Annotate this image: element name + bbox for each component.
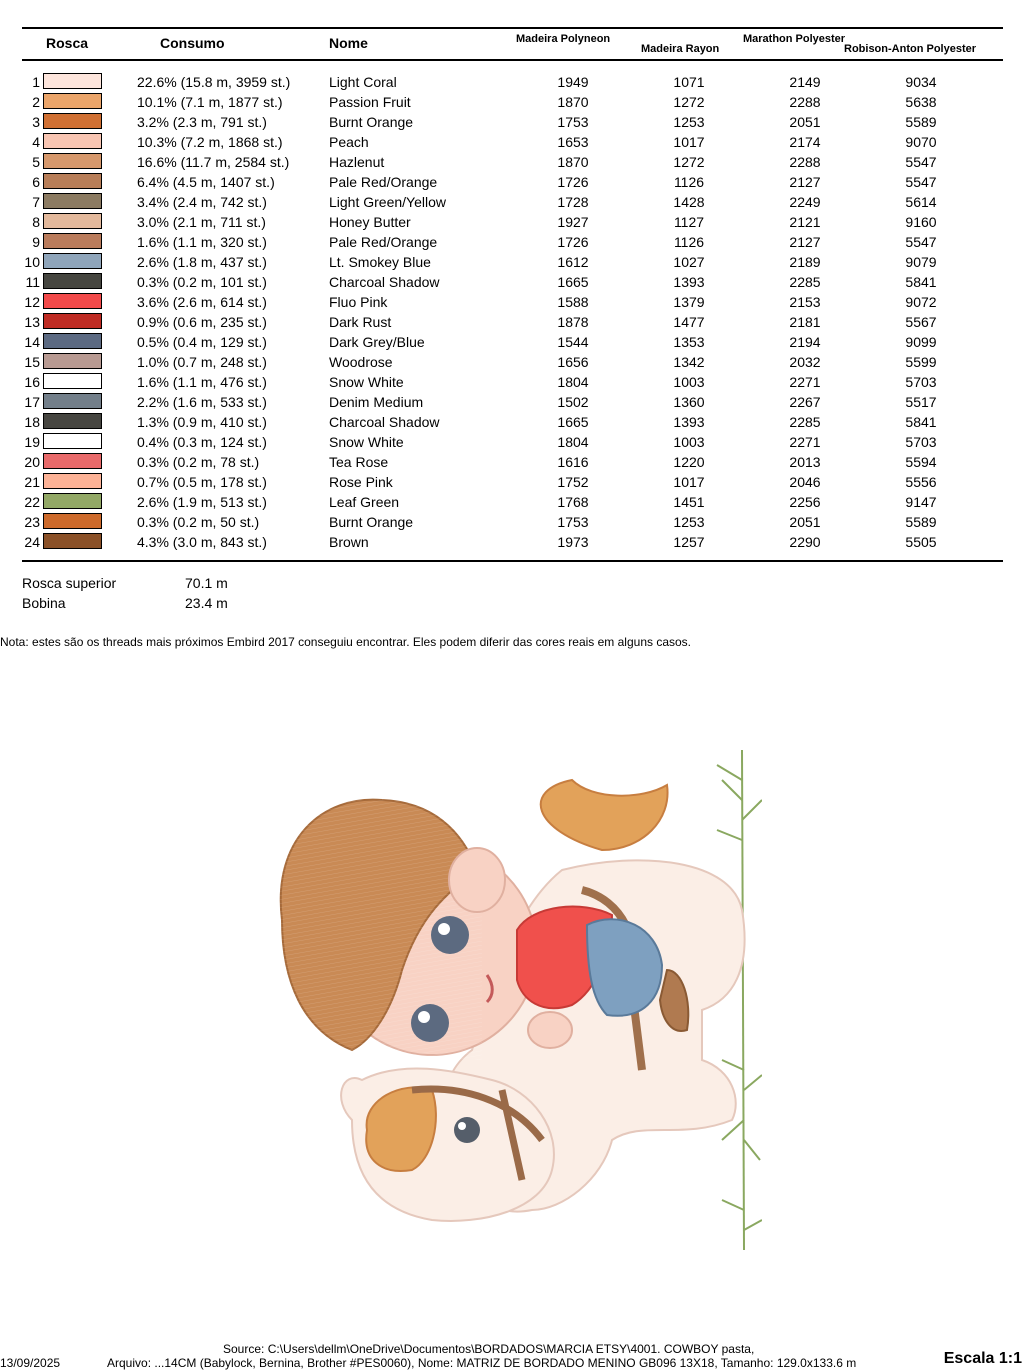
thread-consumption: 3.0% (2.1 m, 711 st.) [137, 214, 266, 230]
thread-number: 19 [24, 434, 40, 450]
thread-color-swatch [43, 393, 102, 409]
robison-anton-code: 5703 [905, 434, 937, 450]
marathon-polyester-code: 2127 [789, 234, 821, 250]
madeira-polyneon-code: 1726 [557, 174, 589, 190]
thread-number: 18 [24, 414, 40, 430]
robison-anton-code: 5703 [905, 374, 937, 390]
madeira-rayon-code: 1272 [673, 94, 705, 110]
marathon-polyester-code: 2153 [789, 294, 821, 310]
table-row [0, 152, 1024, 172]
thread-color-swatch [43, 133, 102, 149]
header-madeira-polyneon: Madeira Polyneon [516, 33, 611, 45]
table-row [0, 192, 1024, 212]
horse-tail-icon [541, 780, 668, 850]
marathon-polyester-code: 2149 [789, 74, 821, 90]
marathon-polyester-code: 2013 [789, 454, 821, 470]
thread-name: Snow White [329, 374, 404, 390]
table-row [0, 352, 1024, 372]
madeira-polyneon-code: 1753 [557, 114, 589, 130]
robison-anton-code: 5567 [905, 314, 937, 330]
madeira-rayon-code: 1027 [673, 254, 705, 270]
table-row [0, 172, 1024, 192]
thread-number: 5 [32, 154, 40, 170]
footer-date: 13/09/2025 [0, 1356, 61, 1370]
thread-consumption: 0.4% (0.3 m, 124 st.) [137, 434, 267, 450]
table-row [0, 212, 1024, 232]
madeira-polyneon-code: 1588 [557, 294, 589, 310]
footer-source: Source: C:\Users\dellm\OneDrive\Documentos\BORDADOS\MARCIA ETSY\4001. COWBOY pasta, [223, 1342, 755, 1356]
thread-color-swatch [43, 73, 102, 89]
madeira-polyneon-code: 1653 [557, 134, 589, 150]
madeira-polyneon-code: 1949 [557, 74, 589, 90]
table-row [0, 112, 1024, 132]
madeira-rayon-code: 1017 [673, 134, 705, 150]
thread-color-swatch [43, 113, 102, 129]
madeira-rayon-code: 1126 [673, 174, 705, 190]
thread-name: Burnt Orange [329, 114, 414, 130]
total-bobina-value: 23.4 m [185, 595, 228, 611]
thread-consumption: 10.1% (7.1 m, 1877 st.) [137, 94, 283, 110]
table-row [0, 272, 1024, 292]
thread-number: 8 [32, 214, 40, 230]
total-superior-label: Rosca superior [22, 575, 117, 591]
thread-number: 16 [24, 374, 40, 390]
madeira-polyneon-code: 1753 [557, 514, 589, 530]
madeira-polyneon-code: 1665 [557, 414, 589, 430]
madeira-rayon-code: 1360 [673, 394, 705, 410]
madeira-rayon-code: 1451 [673, 494, 705, 510]
table-row [0, 472, 1024, 492]
total-superior-value: 70.1 m [185, 575, 228, 591]
marathon-polyester-code: 2285 [789, 274, 821, 290]
table-row [0, 492, 1024, 512]
thread-number: 7 [32, 194, 40, 210]
embroidery-design-image [262, 740, 762, 1260]
footer-file: Arquivo: ...14CM (Babylock, Bernina, Brother #PES0060), Nome: MATRIZ DE BORDADO MENINO GB096 13X18, Tamanho: 129.0x133.6 m [107, 1356, 857, 1370]
table-row [0, 232, 1024, 252]
thread-consumption: 0.3% (0.2 m, 101 st.) [137, 274, 267, 290]
thread-consumption: 22.6% (15.8 m, 3959 st.) [137, 74, 291, 90]
thread-name: Leaf Green [329, 494, 400, 510]
thread-note: Nota: estes são os threads mais próximos Embird 2017 conseguiu encontrar. Eles podem diferir das cores reais em alguns casos. [0, 635, 692, 649]
robison-anton-code: 9099 [905, 334, 937, 350]
thread-name: Dark Grey/Blue [329, 334, 425, 350]
thread-name: Peach [329, 134, 369, 150]
madeira-polyneon-code: 1927 [557, 214, 589, 230]
madeira-polyneon-code: 1804 [557, 374, 589, 390]
table-row [0, 452, 1024, 472]
robison-anton-code: 9034 [905, 74, 937, 90]
marathon-polyester-code: 2288 [789, 94, 821, 110]
robison-anton-code: 5517 [905, 394, 937, 410]
thread-color-swatch [43, 153, 102, 169]
robison-anton-code: 9070 [905, 134, 937, 150]
thread-consumption: 0.3% (0.2 m, 50 st.) [137, 514, 260, 530]
robison-anton-code: 5594 [905, 454, 937, 470]
thread-number: 14 [24, 334, 40, 350]
madeira-polyneon-code: 1612 [557, 254, 589, 270]
thread-color-swatch [43, 433, 102, 449]
thread-name: Snow White [329, 434, 404, 450]
footer-scale: Escala 1:1 [943, 1350, 1022, 1367]
madeira-rayon-code: 1003 [673, 434, 705, 450]
thread-name: Charcoal Shadow [329, 274, 440, 290]
thread-consumption: 1.6% (1.1 m, 476 st.) [137, 374, 267, 390]
thread-number: 6 [32, 174, 40, 190]
thread-number: 20 [24, 454, 40, 470]
table-top-rule [22, 27, 1003, 29]
header-rosca: Rosca [46, 35, 89, 51]
marathon-polyester-code: 2271 [789, 374, 821, 390]
madeira-polyneon-code: 1544 [557, 334, 589, 350]
madeira-rayon-code: 1342 [673, 354, 705, 370]
thread-consumption: 2.6% (1.8 m, 437 st.) [137, 254, 267, 270]
header-robison-anton: Robison-Anton Polyester [844, 43, 977, 55]
thread-color-swatch [43, 473, 102, 489]
thread-number: 4 [32, 134, 40, 150]
thread-name: Woodrose [329, 354, 393, 370]
madeira-polyneon-code: 1665 [557, 274, 589, 290]
madeira-polyneon-code: 1656 [557, 354, 589, 370]
thread-consumption: 10.3% (7.2 m, 1868 st.) [137, 134, 283, 150]
thread-name: Light Green/Yellow [329, 194, 447, 210]
madeira-rayon-code: 1393 [673, 274, 705, 290]
table-row [0, 312, 1024, 332]
thread-consumption: 0.5% (0.4 m, 129 st.) [137, 334, 267, 350]
thread-consumption: 4.3% (3.0 m, 843 st.) [137, 534, 267, 550]
madeira-polyneon-code: 1502 [557, 394, 589, 410]
madeira-rayon-code: 1353 [673, 334, 705, 350]
table-header-rule [22, 59, 1003, 61]
thread-name: Charcoal Shadow [329, 414, 440, 430]
madeira-polyneon-code: 1768 [557, 494, 589, 510]
thread-name: Hazlenut [329, 154, 385, 170]
madeira-polyneon-code: 1878 [557, 314, 589, 330]
madeira-rayon-code: 1220 [673, 454, 705, 470]
thread-consumption: 1.0% (0.7 m, 248 st.) [137, 354, 267, 370]
marathon-polyester-code: 2290 [789, 534, 821, 550]
robison-anton-code: 9079 [905, 254, 937, 270]
thread-number: 1 [32, 74, 40, 90]
marathon-polyester-code: 2194 [789, 334, 821, 350]
thread-name: Pale Red/Orange [329, 174, 438, 190]
thread-number: 2 [32, 94, 40, 110]
robison-anton-code: 5547 [905, 234, 937, 250]
marathon-polyester-code: 2032 [789, 354, 821, 370]
robison-anton-code: 9147 [905, 494, 937, 510]
thread-consumption: 16.6% (11.7 m, 2584 st.) [137, 154, 290, 170]
table-row [0, 532, 1024, 552]
thread-number: 24 [24, 534, 40, 550]
thread-number: 11 [25, 274, 40, 290]
thread-color-swatch [43, 493, 102, 509]
thread-color-swatch [43, 233, 102, 249]
header-nome: Nome [329, 35, 368, 51]
boy-eye-right-icon [411, 1004, 449, 1042]
marathon-polyester-code: 2249 [789, 194, 821, 210]
table-row [0, 72, 1024, 92]
thread-color-swatch [43, 213, 102, 229]
thread-name: Burnt Orange [329, 514, 414, 530]
marathon-polyester-code: 2256 [789, 494, 821, 510]
thread-consumption: 6.4% (4.5 m, 1407 st.) [137, 174, 275, 190]
madeira-rayon-code: 1253 [673, 514, 705, 530]
robison-anton-code: 5589 [905, 514, 937, 530]
marathon-polyester-code: 2267 [789, 394, 821, 410]
thread-consumption: 3.4% (2.4 m, 742 st.) [137, 194, 267, 210]
madeira-rayon-code: 1126 [673, 234, 705, 250]
marathon-polyester-code: 2127 [789, 174, 821, 190]
thread-consumption: 0.3% (0.2 m, 78 st.) [137, 454, 260, 470]
madeira-rayon-code: 1003 [673, 374, 705, 390]
marathon-polyester-code: 2046 [789, 474, 821, 490]
thread-consumption: 0.9% (0.6 m, 235 st.) [137, 314, 267, 330]
thread-color-swatch [43, 313, 102, 329]
marathon-polyester-code: 2271 [789, 434, 821, 450]
table-row [0, 372, 1024, 392]
thread-color-swatch [43, 93, 102, 109]
table-row [0, 132, 1024, 152]
thread-color-swatch [43, 333, 102, 349]
robison-anton-code: 5638 [905, 94, 937, 110]
table-row [0, 392, 1024, 412]
thread-color-swatch [43, 253, 102, 269]
grass-icon [717, 750, 762, 1250]
marathon-polyester-code: 2181 [789, 314, 821, 330]
thread-consumption: 3.6% (2.6 m, 614 st.) [137, 294, 267, 310]
madeira-rayon-code: 1477 [673, 314, 705, 330]
thread-color-swatch [43, 513, 102, 529]
robison-anton-code: 5547 [905, 174, 937, 190]
total-bobina-label: Bobina [22, 595, 66, 611]
thread-number: 21 [24, 474, 40, 490]
thread-color-swatch [43, 453, 102, 469]
thread-number: 22 [24, 494, 40, 510]
thread-name: Honey Butter [329, 214, 411, 230]
thread-color-swatch [43, 533, 102, 549]
table-row [0, 432, 1024, 452]
table-row [0, 412, 1024, 432]
thread-color-swatch [43, 293, 102, 309]
thread-consumption: 1.6% (1.1 m, 320 st.) [137, 234, 267, 250]
header-madeira-rayon: Madeira Rayon [641, 43, 720, 55]
madeira-polyneon-code: 1752 [557, 474, 589, 490]
thread-number: 17 [24, 394, 40, 410]
madeira-polyneon-code: 1726 [557, 234, 589, 250]
marathon-polyester-code: 2051 [789, 114, 821, 130]
robison-anton-code: 5614 [905, 194, 937, 210]
madeira-rayon-code: 1428 [673, 194, 705, 210]
thread-number: 10 [24, 254, 40, 270]
madeira-rayon-code: 1253 [673, 114, 705, 130]
table-bottom-rule [22, 560, 1003, 562]
thread-table [0, 72, 1024, 552]
thread-name: Fluo Pink [329, 294, 388, 310]
thread-number: 23 [24, 514, 40, 530]
robison-anton-code: 5505 [905, 534, 937, 550]
thread-consumption: 1.3% (0.9 m, 410 st.) [137, 414, 267, 430]
marathon-polyester-code: 2189 [789, 254, 821, 270]
marathon-polyester-code: 2174 [789, 134, 821, 150]
header-consumo: Consumo [160, 35, 225, 51]
thread-number: 3 [32, 114, 40, 130]
madeira-polyneon-code: 1804 [557, 434, 589, 450]
madeira-polyneon-code: 1973 [557, 534, 589, 550]
robison-anton-code: 5841 [905, 414, 937, 430]
horse-eye-icon [454, 1117, 480, 1143]
thread-name: Tea Rose [329, 454, 389, 470]
boy-eye-left-icon [431, 916, 469, 954]
thread-color-swatch [43, 353, 102, 369]
thread-consumption: 3.2% (2.3 m, 791 st.) [137, 114, 267, 130]
boy-hand-icon [528, 1012, 572, 1048]
robison-anton-code: 9160 [905, 214, 937, 230]
thread-number: 12 [24, 294, 40, 310]
madeira-polyneon-code: 1616 [557, 454, 589, 470]
thread-name: Brown [329, 534, 369, 550]
table-row [0, 252, 1024, 272]
madeira-rayon-code: 1257 [673, 534, 705, 550]
madeira-rayon-code: 1393 [673, 414, 705, 430]
thread-number: 9 [32, 234, 40, 250]
madeira-rayon-code: 1379 [673, 294, 705, 310]
table-row [0, 332, 1024, 352]
thread-name: Lt. Smokey Blue [329, 254, 431, 270]
robison-anton-code: 5556 [905, 474, 937, 490]
thread-consumption: 2.2% (1.6 m, 533 st.) [137, 394, 267, 410]
boy-ear-icon [449, 848, 505, 912]
thread-name: Rose Pink [329, 474, 393, 490]
header-marathon-polyester: Marathon Polyester [743, 33, 846, 45]
table-row [0, 292, 1024, 312]
thread-color-swatch [43, 193, 102, 209]
table-row [0, 92, 1024, 112]
thread-name: Light Coral [329, 74, 397, 90]
madeira-rayon-code: 1272 [673, 154, 705, 170]
table-row [0, 512, 1024, 532]
marathon-polyester-code: 2121 [789, 214, 821, 230]
madeira-polyneon-code: 1728 [557, 194, 589, 210]
thread-number: 15 [24, 354, 40, 370]
robison-anton-code: 5841 [905, 274, 937, 290]
marathon-polyester-code: 2051 [789, 514, 821, 530]
madeira-polyneon-code: 1870 [557, 94, 589, 110]
thread-name: Dark Rust [329, 314, 392, 330]
madeira-polyneon-code: 1870 [557, 154, 589, 170]
thread-name: Pale Red/Orange [329, 234, 438, 250]
thread-name: Passion Fruit [329, 94, 411, 110]
madeira-rayon-code: 1017 [673, 474, 705, 490]
thread-color-swatch [43, 373, 102, 389]
madeira-rayon-code: 1127 [673, 214, 705, 230]
thread-consumption: 0.7% (0.5 m, 178 st.) [137, 474, 267, 490]
thread-consumption: 2.6% (1.9 m, 513 st.) [137, 494, 267, 510]
marathon-polyester-code: 2285 [789, 414, 821, 430]
madeira-rayon-code: 1071 [673, 74, 705, 90]
thread-name: Denim Medium [329, 394, 424, 410]
thread-number: 13 [24, 314, 40, 330]
robison-anton-code: 9072 [905, 294, 937, 310]
thread-color-swatch [43, 173, 102, 189]
thread-color-swatch [43, 413, 102, 429]
robison-anton-code: 5547 [905, 154, 937, 170]
robison-anton-code: 5589 [905, 114, 937, 130]
marathon-polyester-code: 2288 [789, 154, 821, 170]
robison-anton-code: 5599 [905, 354, 937, 370]
thread-color-swatch [43, 273, 102, 289]
